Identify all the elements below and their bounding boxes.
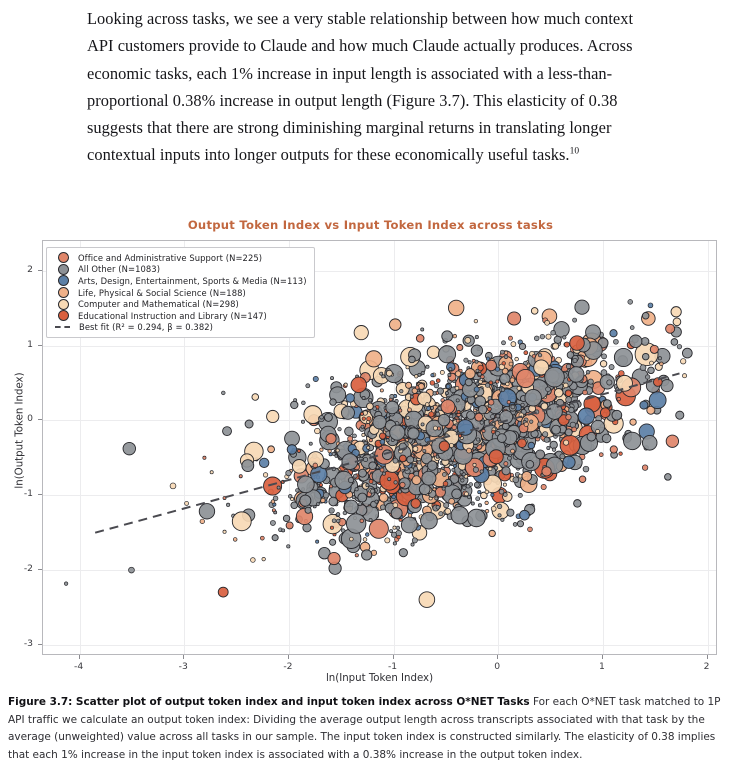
legend-item-label: All Other (N=1083) xyxy=(78,264,161,275)
legend-item[interactable] xyxy=(52,287,307,299)
x-tick-label: 0 xyxy=(494,661,501,672)
legend-item-label: Life, Physical & Social Science (N=188) xyxy=(78,287,246,298)
figure-caption xyxy=(8,694,734,764)
legend-item-label: Arts, Design, Entertainment, Sports & Media (N=113) xyxy=(78,275,307,286)
legend-item[interactable] xyxy=(52,298,307,310)
paragraph-text: Looking across tasks, we see a very stable relationship between how much context API customers provide to Claude and how much Claude actually produces. Across economic tasks, each 1% increase in input length is associated with a less-than-proportional 0.38% increase in output length (Figure 3.7). This elasticity of 0.38 suggests that there are strong diminishing marginal returns in translating longer contextual inputs into longer outputs for these economically useful tasks. xyxy=(87,9,634,165)
legend-marker-icon xyxy=(58,275,69,286)
chart-title: Output Token Index vs Input Token Index across tasks xyxy=(187,218,554,232)
x-tick-mark xyxy=(79,655,80,659)
x-tick-label: -4 xyxy=(74,661,84,672)
legend-item[interactable] xyxy=(52,275,307,287)
y-tick-mark xyxy=(38,644,42,645)
y-tick-label: -3 xyxy=(23,637,33,649)
legend-item[interactable] xyxy=(52,310,307,322)
legend-item-label: Best fit (R² = 0.294, β = 0.382) xyxy=(79,322,214,333)
x-tick-mark xyxy=(288,655,289,659)
y-tick-mark xyxy=(38,569,42,570)
y-axis-label: ln(Output Token Index) xyxy=(14,372,26,489)
caption-body: For each O*NET task matched to 1P API traffic we calculate an output token index: Dividing the average output length across transcripts associated with that task by the average (unweighted) value across all tasks in our sample. The input token index is constructed similarly. The elasticity of 0.38 implies that each 1% increase in the input token index is associated with a 0.38% increase in the output token index. xyxy=(8,696,721,761)
legend-item-best-fit[interactable] xyxy=(52,322,307,334)
y-tick-label: -2 xyxy=(23,563,33,574)
body-paragraph xyxy=(87,5,647,169)
legend-item[interactable] xyxy=(52,252,307,264)
chart-legend[interactable] xyxy=(46,247,315,338)
legend-item-label: Office and Administrative Support (N=225) xyxy=(78,252,263,263)
x-tick-label: -2 xyxy=(283,661,293,672)
legend-item[interactable] xyxy=(52,264,307,276)
figure-3-7 xyxy=(0,205,741,692)
caption-bold-lead: Figure 3.7: Scatter plot of output token index and input token index across O*NET Tasks xyxy=(8,696,530,708)
legend-item-label: Educational Instruction and Library (N=147) xyxy=(78,310,267,321)
legend-item-label: Computer and Mathematical (N=298) xyxy=(78,299,239,310)
x-tick-mark xyxy=(602,655,603,659)
x-tick-mark xyxy=(497,655,498,659)
y-tick-mark xyxy=(38,494,42,495)
legend-marker-icon xyxy=(58,310,69,321)
y-tick-label: 2 xyxy=(27,263,33,275)
y-tick-mark xyxy=(38,270,42,271)
dashed-line-icon xyxy=(55,326,70,328)
x-tick-mark xyxy=(183,655,184,659)
x-tick-label: 2 xyxy=(703,661,710,672)
y-tick-mark xyxy=(38,419,42,420)
x-tick-label: -3 xyxy=(178,661,188,672)
legend-marker-icon xyxy=(58,264,69,275)
legend-marker-icon xyxy=(58,287,69,298)
x-tick-label: -1 xyxy=(387,661,398,672)
legend-marker-icon xyxy=(58,252,69,263)
x-tick-mark xyxy=(707,655,708,659)
footnote-marker: 10 xyxy=(569,147,580,158)
y-tick-label: 1 xyxy=(27,338,33,350)
y-tick-mark xyxy=(38,345,42,346)
x-tick-mark xyxy=(393,655,394,659)
x-tick-label: 1 xyxy=(598,661,605,672)
y-tick-label: 0 xyxy=(27,413,33,425)
y-tick-label: -1 xyxy=(23,488,33,500)
x-axis-label: ln(Input Token Index) xyxy=(325,673,434,684)
legend-marker-icon xyxy=(58,299,69,310)
